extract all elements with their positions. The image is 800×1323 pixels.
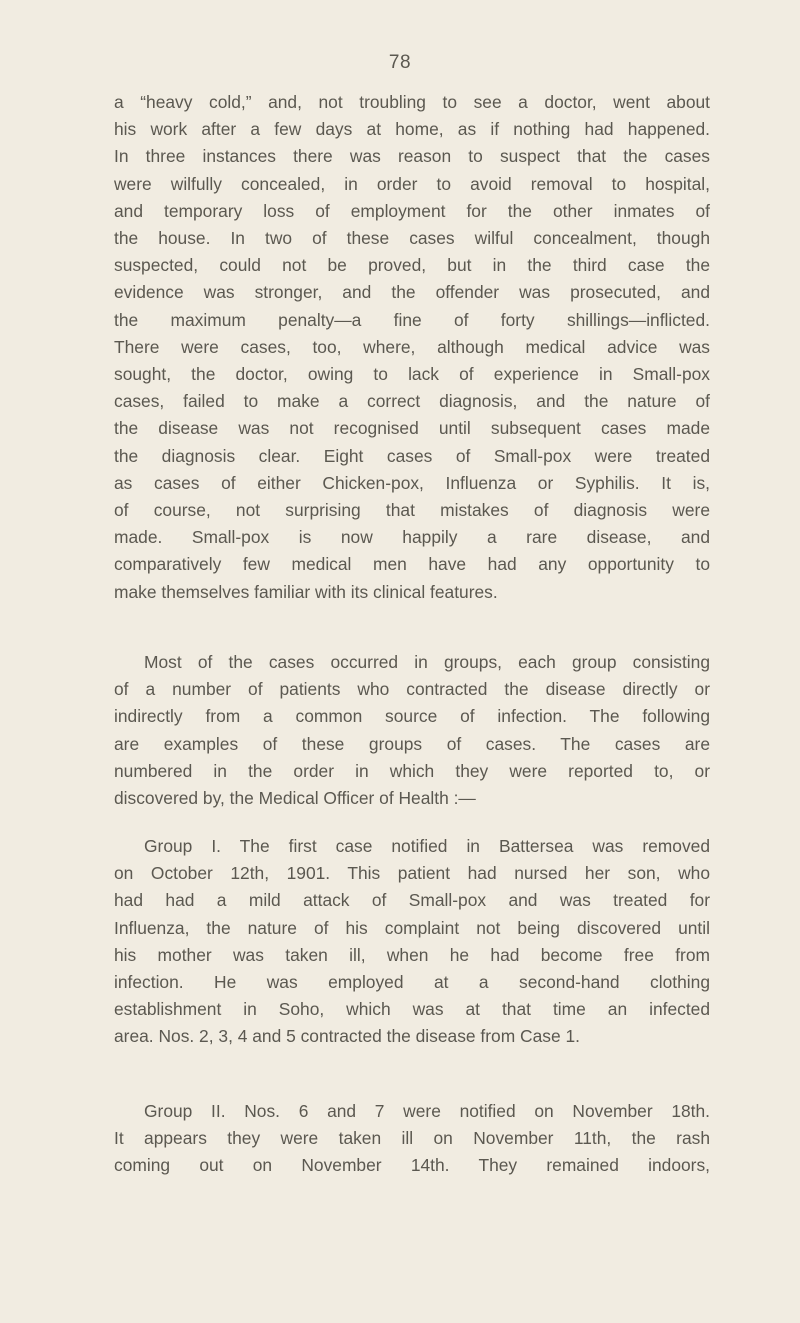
text-line: Influenza, the nature of his complaint not being discovered until: [114, 917, 710, 938]
paragraph-groups-intro: [114, 649, 710, 812]
text-line: on October 12th, 1901. This patient had nursed her son, who: [114, 863, 710, 884]
text-line: the maximum penalty—a fine of forty shillings—inflicted.: [114, 309, 710, 330]
text-line: and temporary loss of employment for the other inmates of: [114, 200, 710, 221]
text-line: Group I. The first case notified in Battersea was removed: [144, 836, 710, 856]
text-line: as cases of either Chicken-pox, Influenza or Syphilis. It is,: [114, 472, 710, 493]
text-line: There were cases, too, where, although medical advice was: [114, 336, 710, 357]
text-line: numbered in the order in which they were reported to, or: [114, 760, 710, 781]
text-line: his work after a few days at home, as if nothing had happened.: [114, 119, 710, 140]
text-line: evidence was stronger, and the offender was prosecuted, and: [114, 282, 710, 303]
text-line: Most of the cases occurred in groups, each group consisting: [144, 652, 710, 672]
text-line: made. Small-pox is now happily a rare disease, and: [114, 527, 710, 548]
text-line: establishment in Soho, which was at that time an infected: [114, 999, 710, 1020]
text-line: the house. In two of these cases wilful concealment, though: [114, 228, 710, 249]
text-line: sought, the doctor, owing to lack of experience in Small-pox: [114, 364, 710, 385]
text-line: the diagnosis clear. Eight cases of Small-pox were treated: [114, 445, 710, 466]
paragraph-group-i: [114, 833, 710, 1051]
text-line: had had a mild attack of Small-pox and was treated for: [114, 890, 710, 911]
paragraph-group-ii: [114, 1098, 710, 1180]
page-number: 78: [388, 52, 412, 73]
text-line: of a number of patients who contracted the disease directly or: [114, 679, 710, 700]
text-line: Group II. Nos. 6 and 7 were notified on November 18th.: [144, 1101, 710, 1121]
text-line: make themselves familiar with its clinical features.: [114, 581, 498, 602]
text-line: a “heavy cold,” and, not troubling to see a doctor, went about: [114, 92, 710, 112]
text-line: comparatively few medical men have had any opportunity to: [114, 554, 710, 575]
text-line: were wilfully concealed, in order to avoid removal to hospital,: [114, 173, 710, 194]
text-line: the disease was not recognised until subsequent cases made: [114, 418, 710, 439]
text-line: coming out on November 14th. They remained indoors,: [114, 1155, 710, 1176]
text-line: indirectly from a common source of infection. The following: [114, 706, 710, 727]
text-line: cases, failed to make a correct diagnosis, and the nature of: [114, 391, 710, 412]
text-line: It appears they were taken ill on November 11th, the rash: [114, 1128, 710, 1149]
paragraph-continuation: [114, 89, 710, 606]
text-line: of course, not surprising that mistakes of diagnosis were: [114, 500, 710, 521]
text-line: infection. He was employed at a second-hand clothing: [114, 972, 710, 993]
text-line: area. Nos. 2, 3, 4 and 5 contracted the disease from Case 1.: [114, 1026, 580, 1047]
text-line: discovered by, the Medical Officer of Health :—: [114, 788, 476, 809]
text-line: suspected, could not be proved, but in the third case the: [114, 255, 710, 276]
text-line: are examples of these groups of cases. The cases are: [114, 733, 710, 754]
text-line: his mother was taken ill, when he had become free from: [114, 944, 710, 965]
text-line: In three instances there was reason to suspect that the cases: [114, 146, 710, 167]
